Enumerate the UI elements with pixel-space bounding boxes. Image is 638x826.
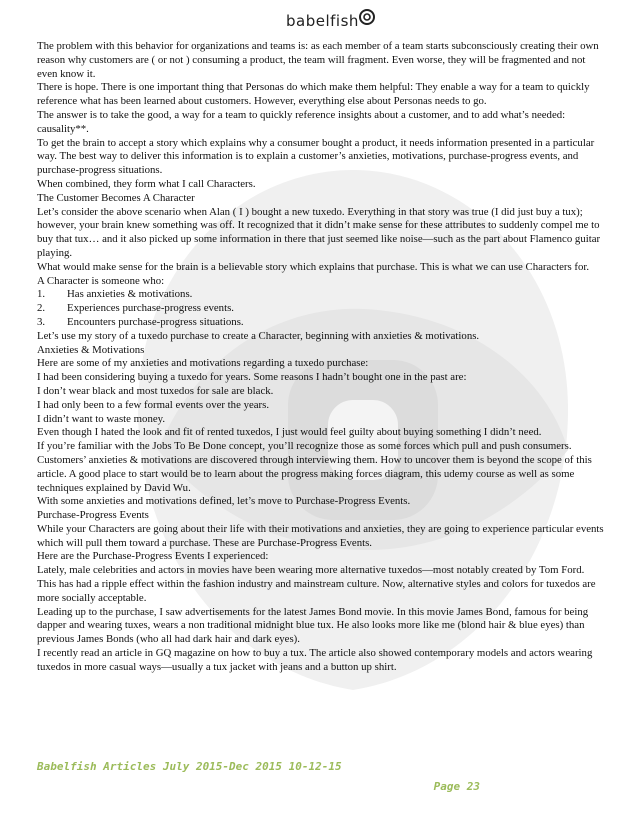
paragraph: Here are the Purchase-Progress Events I experienced:	[37, 550, 269, 563]
list-text: Has anxieties & motivations.	[67, 288, 193, 301]
paragraph: When combined, they form what I call Characters.	[37, 177, 256, 190]
section-heading: The Customer Becomes A Character	[37, 191, 195, 204]
article-body	[37, 40, 605, 675]
footer-page-number: Page 23	[433, 780, 480, 793]
paragraph: Even though I hated the look and fit of rented tuxedos, I just would feel guilty about buying something I didn’t need.	[37, 426, 542, 439]
paragraph: The answer is to take the good, a way for a team to quickly reference insights about a customer, and to add what’s needed: causality**.	[37, 108, 566, 135]
paragraph: Customers’ anxieties & motivations are discovered through interviewing them. How to uncover them is beyond the scope of this article. A good place to start would be to learn about the progress making forces diagram, this udemy course as well as some techniques explained by David Wu.	[37, 453, 592, 494]
paragraph: Lately, male celebrities and actors in movies have been wearing more alternative tuxedos—most notably created by Tom Ford. This has had a ripple effect within the fashion industry and mainstream culture. Now, alternative styles and colors for tuxedos are more socially acceptable.	[37, 564, 596, 604]
list-text: Experiences purchase-progress events.	[67, 302, 234, 315]
paragraph: Here are some of my anxieties and motivations regarding a tuxedo purchase:	[37, 357, 369, 370]
paragraph: There is hope. There is one important thing that Personas do which make them helpful: They enable a way for a team to quickly reference what has been learned about customers. However, everything else about Personas needs to go.	[37, 81, 590, 108]
paragraph: If you’re familiar with the Jobs To Be Done concept, you’ll recognize those as some forces which pull and push consumers.	[37, 440, 572, 453]
list-number: 2.	[37, 302, 46, 315]
paragraph: I recently read an article in GQ magazine on how to buy a tux. The article also showed contemporary models and actors wearing tuxedos in more casual ways—usually a tux jacket with jeans and a button up shirt.	[37, 647, 593, 673]
paragraph: I had only been to a few formal events over the years.	[37, 398, 270, 411]
paragraph: Let’s use my story of a tuxedo purchase to create a Character, beginning with anxieties & motivations.	[37, 329, 480, 342]
list-number: 1.	[37, 288, 46, 301]
logo-swirl-icon	[357, 7, 377, 27]
list-item	[37, 316, 605, 330]
paragraph: Leading up to the purchase, I saw advertisements for the latest James Bond movie. In this movie James Bond, famous for being dapper and wearing tuxes, wears a non traditional midnight blue tux. He also looks more like me (blond hair & blue eyes) than previous James Bonds (who all had dark hair and dark eyes).	[37, 605, 589, 646]
paragraph: To get the brain to accept a story which explains why a consumer bought a product, it needs information presented in a particular way. The best way to deliver this information is to explain a customer’s anxieties, motivations, purchase-progress events, and purchase-progress situations.	[37, 136, 595, 177]
section-heading: Purchase-Progress Events	[37, 509, 149, 522]
paragraph: With some anxieties and motivations defined, let’s move to Purchase-Progress Events.	[37, 495, 411, 508]
list-item	[37, 288, 605, 302]
paragraph: Let’s consider the above scenario when Alan ( I ) bought a new tuxedo. Everything in that story was true (I did just buy a tux); however, your brain knew something was off. It recognized that it didn’t make sense for these attributes to suddenly compel me to buy that tux… and it also picked up some information in there that just seemed like noise—such as the part about Flamenco guitar playing.	[37, 205, 601, 259]
list-item	[37, 302, 605, 316]
header-logo	[286, 6, 377, 36]
list-text: Encounters purchase-progress situations.	[67, 315, 244, 328]
footer-document-title: Babelfish Articles July 2015-Dec 2015 10-12-15	[37, 760, 342, 773]
paragraph: While your Characters are going about their life with their motivations and anxieties, they are going to experience particular events which will pull them toward a purchase. These are Purchase-Progress Events.	[37, 522, 604, 549]
paragraph: I don’t wear black and most tuxedos for sale are black.	[37, 384, 274, 397]
list-number: 3.	[37, 315, 46, 328]
paragraph: The problem with this behavior for organizations and teams is: as each member of a team starts subconsciously creating their own reason why customers are ( or not ) consuming a product, the team will fragment. Even worse, they will be fragmented and not even know it.	[37, 40, 599, 80]
section-heading: Anxieties & Motivations	[37, 343, 145, 356]
paragraph: I had been considering buying a tuxedo for years. Some reasons I hadn’t bought one in the past are:	[37, 371, 467, 384]
paragraph: I didn’t want to waste money.	[37, 412, 166, 425]
logo-text: babelfish	[286, 12, 359, 30]
paragraph: A Character is someone who:	[37, 274, 165, 287]
paragraph: What would make sense for the brain is a believable story which explains that purchase. This is what we can use Characters for.	[37, 260, 590, 273]
